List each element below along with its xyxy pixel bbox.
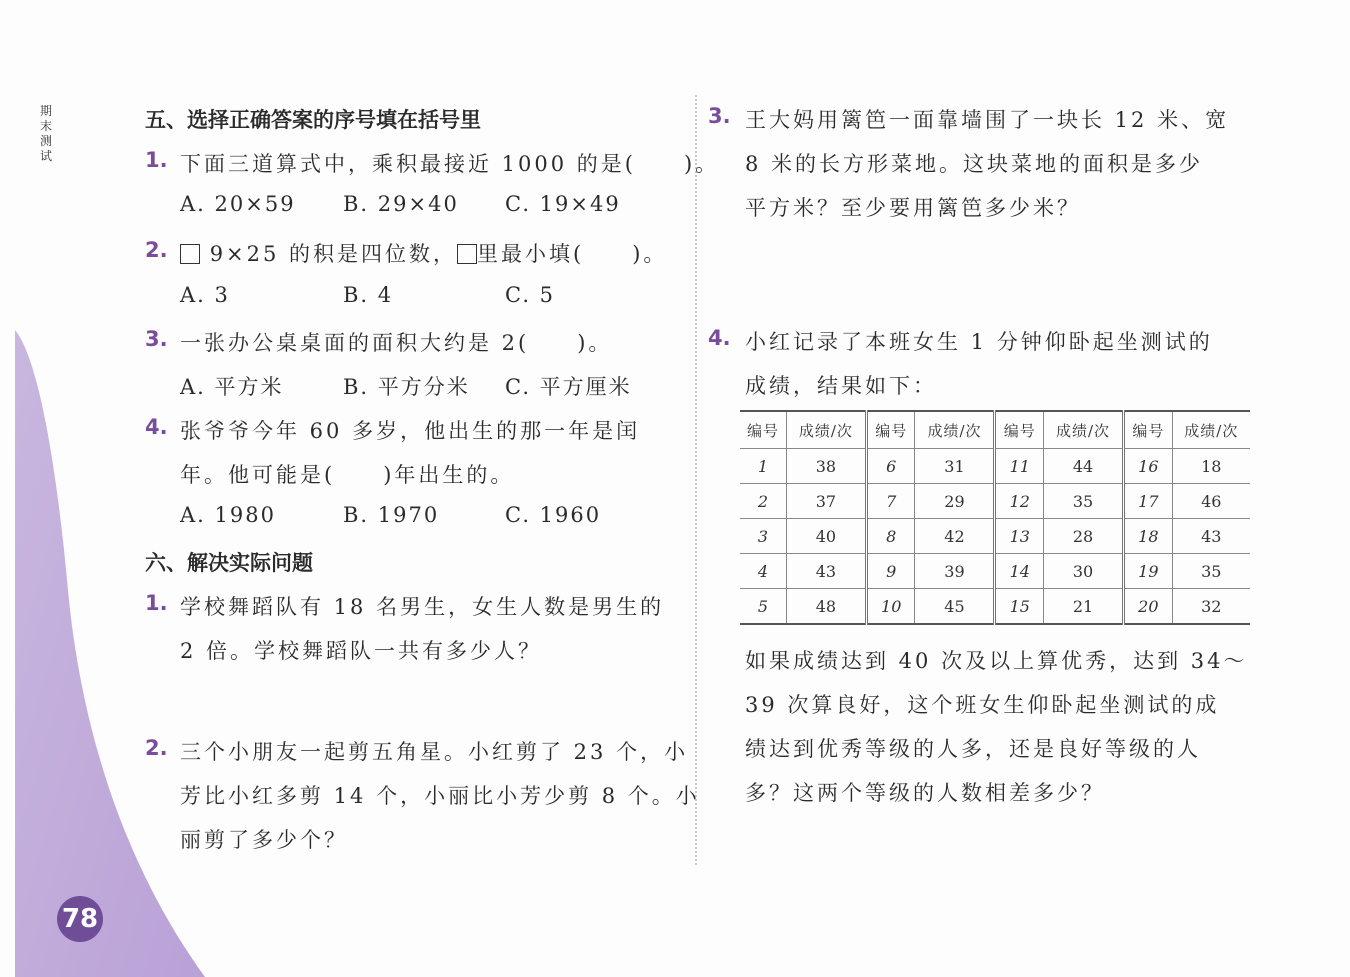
s5-q1-text: 下面三道算式中，乘积最接近 1000 的是( )。 [180, 152, 720, 176]
table-cell: 9 [866, 554, 915, 589]
table-cell: 18 [1172, 449, 1250, 484]
table-row [740, 484, 1250, 519]
table-header: 编号 [740, 411, 786, 449]
s6-q4-after2: 39 次算良好，这个班女生仰卧起坐测试的成 [745, 693, 1220, 717]
s5-q2-text [180, 238, 667, 268]
s6-q4-after4: 多？这两个等级的人数相差多少？ [745, 781, 1105, 805]
s6-q2-line2: 芳比小红多剪 14 个，小丽比小芳少剪 8 个。小 [180, 784, 700, 808]
s5-q3-option-a: A. 平方米 [180, 375, 284, 399]
table-cell: 15 [995, 589, 1044, 625]
s5-q3-option-b: B. 平方分米 [343, 375, 470, 399]
s5-q2-option-a: A. 3 [180, 283, 230, 307]
s6-q3-number: 3. [708, 104, 731, 128]
table-row [740, 589, 1250, 625]
s6-q4-after1: 如果成绩达到 40 次及以上算优秀，达到 34～ [745, 649, 1248, 673]
scores-table [740, 410, 1250, 625]
table-header: 编号 [866, 411, 915, 449]
table-cell: 20 [1124, 589, 1173, 625]
blank-box [180, 244, 200, 264]
s6-q1-line1: 学校舞蹈队有 18 名男生，女生人数是男生的 [180, 595, 665, 619]
table-cell: 13 [995, 519, 1044, 554]
table-cell: 35 [1044, 484, 1124, 519]
s6-q1-line2: 2 倍。学校舞蹈队一共有多少人？ [180, 639, 543, 663]
table-cell: 1 [740, 449, 786, 484]
side-tab-label: 期末测试 [40, 104, 53, 163]
table-cell: 43 [1172, 519, 1250, 554]
s5-q4-line2: 年。他可能是( )年出生的。 [180, 463, 515, 487]
s6-q2-line3: 丽剪了多少个？ [180, 828, 348, 852]
s6-q1-number: 1. [145, 591, 168, 615]
table-header: 成绩/次 [1044, 411, 1124, 449]
table-cell: 7 [866, 484, 915, 519]
s5-q1-option-a: A. 20×59 [180, 192, 296, 216]
s5-q4-number: 4. [145, 415, 168, 439]
blank-box [457, 244, 477, 264]
table-cell: 16 [1124, 449, 1173, 484]
table-row [740, 519, 1250, 554]
table-cell: 45 [915, 589, 995, 625]
s6-q2-line1: 三个小朋友一起剪五角星。小红剪了 23 个，小 [180, 740, 689, 764]
s5-q2-text-a: 9×25 的积是四位数， [209, 242, 458, 266]
table-cell: 14 [995, 554, 1044, 589]
table-cell: 18 [1124, 519, 1173, 554]
table-cell: 30 [1044, 554, 1124, 589]
s6-q4-line2: 成绩，结果如下： [745, 374, 937, 398]
s6-q2-number: 2. [145, 736, 168, 760]
table-header-row [740, 411, 1250, 449]
table-cell: 46 [1172, 484, 1250, 519]
table-header: 成绩/次 [915, 411, 995, 449]
table-cell: 28 [1044, 519, 1124, 554]
column-divider [695, 95, 699, 865]
table-cell: 48 [786, 589, 866, 625]
s5-q3-text: 一张办公桌桌面的面积大约是 2( )。 [180, 331, 613, 355]
table-cell: 11 [995, 449, 1044, 484]
table-cell: 6 [866, 449, 915, 484]
s5-q3-option-c: C. 平方厘米 [505, 375, 632, 399]
table-cell: 21 [1044, 589, 1124, 625]
s5-q1-number: 1. [145, 148, 168, 172]
s5-q4-option-c: C. 1960 [505, 503, 602, 527]
s5-q1-option-c: C. 19×49 [505, 192, 621, 216]
s5-q2-option-b: B. 4 [343, 283, 394, 307]
table-cell: 42 [915, 519, 995, 554]
s5-q2-text-b: 里最小填( )。 [477, 242, 668, 266]
s6-q4-number: 4. [708, 326, 731, 350]
table-cell: 5 [740, 589, 786, 625]
table-cell: 3 [740, 519, 786, 554]
table-cell: 19 [1124, 554, 1173, 589]
s6-q4-line1: 小红记录了本班女生 1 分钟仰卧起坐测试的 [745, 330, 1213, 354]
section5-title: 五、选择正确答案的序号填在括号里 [145, 108, 481, 132]
table-cell: 31 [915, 449, 995, 484]
table-header: 编号 [995, 411, 1044, 449]
s6-q3-line1: 王大妈用篱笆一面靠墙围了一块长 12 米、宽 [745, 108, 1230, 132]
table-cell: 2 [740, 484, 786, 519]
section6-title: 六、解决实际问题 [145, 551, 313, 575]
table-row [740, 449, 1250, 484]
table-cell: 32 [1172, 589, 1250, 625]
table-cell: 44 [1044, 449, 1124, 484]
table-header: 成绩/次 [786, 411, 866, 449]
s5-q2-option-c: C. 5 [505, 283, 556, 307]
table-cell: 4 [740, 554, 786, 589]
table-cell: 12 [995, 484, 1044, 519]
table-header: 成绩/次 [1172, 411, 1250, 449]
table-cell: 43 [786, 554, 866, 589]
s5-q4-line1: 张爷爷今年 60 多岁，他出生的那一年是闰 [180, 419, 641, 443]
table-header: 编号 [1124, 411, 1173, 449]
table-row [740, 554, 1250, 589]
s6-q4-after3: 绩达到优秀等级的人多，还是良好等级的人 [745, 737, 1201, 761]
table-cell: 39 [915, 554, 995, 589]
table-cell: 35 [1172, 554, 1250, 589]
table-cell: 40 [786, 519, 866, 554]
table-cell: 10 [866, 589, 915, 625]
table-cell: 38 [786, 449, 866, 484]
s5-q4-option-b: B. 1970 [343, 503, 440, 527]
page-number-badge: 78 [57, 896, 103, 942]
s5-q3-number: 3. [145, 327, 168, 351]
table-cell: 17 [1124, 484, 1173, 519]
s5-q1-option-b: B. 29×40 [343, 192, 459, 216]
table-cell: 8 [866, 519, 915, 554]
s5-q4-option-a: A. 1980 [180, 503, 276, 527]
s6-q3-line2: 8 米的长方形菜地。这块菜地的面积是多少 [745, 152, 1204, 176]
s5-q2-number: 2. [145, 238, 168, 262]
table-cell: 29 [915, 484, 995, 519]
table-cell: 37 [786, 484, 866, 519]
s6-q3-line3: 平方米？至少要用篱笆多少米？ [745, 196, 1081, 220]
